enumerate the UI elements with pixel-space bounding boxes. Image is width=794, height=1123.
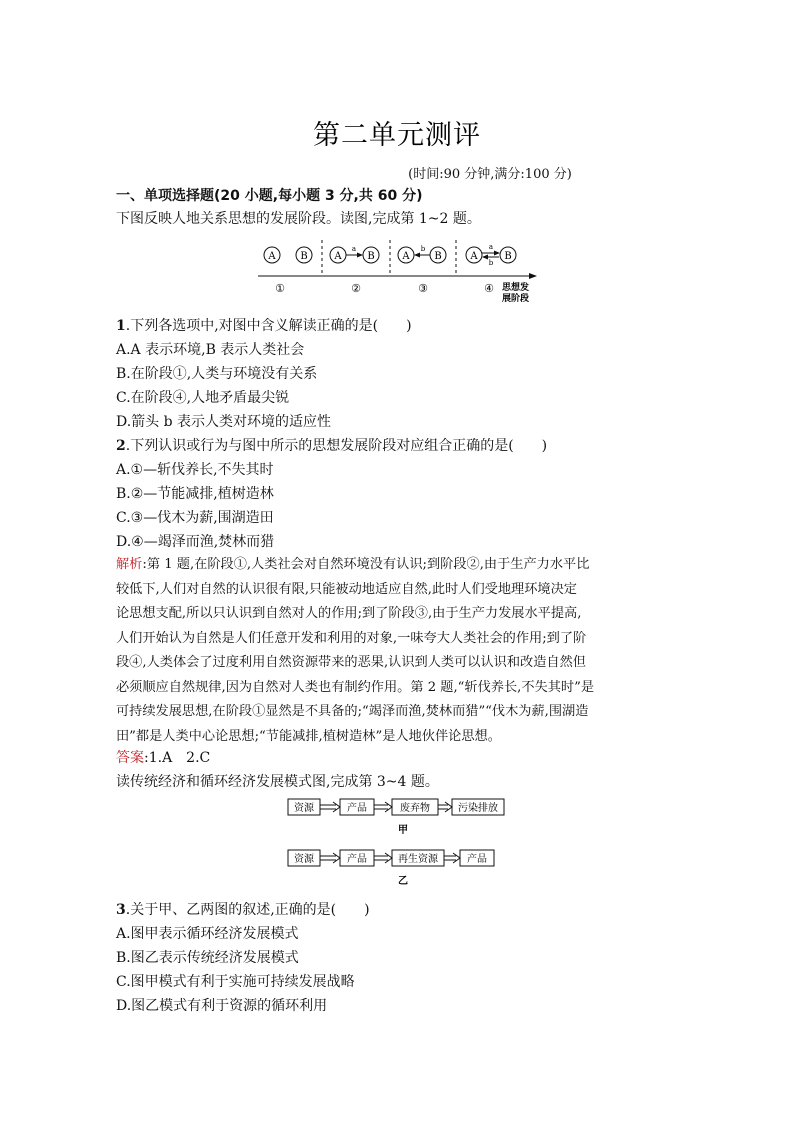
question-1-option-c: C.在阶段④,人地矛盾最尖锐 <box>116 390 290 406</box>
analysis-line: 必须顺应自然规律,因为自然对人类也有制约作用。第 2 题,“斩伐养长,不失其时”是 <box>116 679 595 695</box>
double-arrow <box>374 802 392 812</box>
double-arrow <box>374 853 392 863</box>
node-b-label: B <box>300 251 308 262</box>
intro-questions-1-2: 下图反映人地关系思想的发展阶段。读图,完成第 1~2 题。 <box>116 211 481 227</box>
analysis-line: 人们开始认为自然是人们任意开发和利用的对象,一味夸大人类社会的作用;到了阶 <box>116 630 587 646</box>
stage-label: ④ <box>484 282 494 295</box>
question-3-option-c: C.图甲模式有利于实施可持续发展战略 <box>116 974 355 990</box>
node-b-label: B <box>434 251 442 262</box>
flow-box-label: 资源 <box>294 803 314 814</box>
question-3-option-a: A.图甲表示循环经济发展模式 <box>116 926 299 942</box>
node-b-label: B <box>367 251 375 262</box>
stage-label: ② <box>351 282 361 295</box>
section-heading: 一、单项选择题(20 小题,每小题 3 分,共 60 分) <box>116 188 423 204</box>
double-arrow <box>438 802 452 812</box>
analysis-line: 段④,人类体会了过度利用自然资源带来的恶果,认识到人类可以认识和改造自然但 <box>116 655 586 670</box>
node-a-label: A <box>334 251 342 262</box>
flow-box-label: 产品 <box>347 803 367 814</box>
question-1-stem <box>116 316 412 336</box>
question-3-option-d: D.图乙模式有利于资源的循环利用 <box>116 998 328 1014</box>
stage-diagram <box>250 238 550 308</box>
question-number: 1 <box>116 318 126 334</box>
answer-line <box>116 748 210 768</box>
question-2-option-c: C.③—伐木为薪,围湖造田 <box>116 510 274 526</box>
question-1-option-b: B.在阶段①,人类与环境没有关系 <box>116 366 318 382</box>
question-2-option-b: B.②—节能减排,植树造林 <box>116 486 274 502</box>
question-2-option-d: D.④—竭泽而渔,焚林而猎 <box>116 534 275 550</box>
question-number: 2 <box>116 438 126 454</box>
answer-text: :1.A 2.C <box>144 750 211 766</box>
page-title: 第二单元测评 <box>313 120 481 151</box>
analysis-line: 论思想支配,所以只认识到自然对人的作用;到了阶段③,由于生产力发展水平提高, <box>116 606 582 621</box>
flow-box-label: 污染排放 <box>458 803 498 814</box>
arrow-b-label: b <box>420 245 426 253</box>
question-2-option-a: A.①—斩伐养长,不失其时 <box>116 462 274 478</box>
question-2-stem <box>116 436 547 456</box>
question-1-option-d: D.箭头 b 表示人类对环境的适应性 <box>116 414 332 430</box>
answer-label: 答案 <box>116 750 144 766</box>
stage-label: ① <box>275 282 285 295</box>
flow-box-label: 再生资源 <box>398 854 438 865</box>
analysis-line: 解析:第 1 题,在阶段①,人类社会对自然环境没有认识;到阶段②,由于生产力水平比 <box>116 557 590 572</box>
stage-label: ③ <box>418 282 428 295</box>
axis-label: 思想发 <box>502 283 530 293</box>
double-arrow <box>444 853 460 863</box>
diagram-label-yi: 乙 <box>398 876 408 887</box>
axis-label: 展阶段 <box>502 294 530 304</box>
question-text: .关于甲、乙两图的叙述,正确的是( ) <box>125 902 370 918</box>
analysis-line: 较低下,人们对自然的认识很有限,只能被动地适应自然,此时人们受地理环境决定 <box>116 581 577 597</box>
node-b-label: B <box>504 251 512 262</box>
arrow-b-label: b <box>488 259 494 267</box>
question-text: .下列认识或行为与图中所示的思想发展阶段对应组合正确的是( ) <box>125 438 548 454</box>
double-arrow <box>320 802 340 812</box>
flow-box-label: 产品 <box>347 854 367 865</box>
double-arrow <box>320 853 340 863</box>
arrow-a-label: a <box>488 243 494 251</box>
question-number: 3 <box>116 902 126 918</box>
node-a-label: A <box>470 251 478 262</box>
flow-box-label: 资源 <box>294 854 314 865</box>
question-1-option-a: A.A 表示环境,B 表示人类社会 <box>116 342 305 358</box>
diagram-label-jia: 甲 <box>398 825 408 836</box>
analysis-paragraph <box>116 553 686 749</box>
node-a-label: A <box>402 251 410 262</box>
flow-box-label: 产品 <box>467 854 487 865</box>
analysis-line: 可持续发展思想,在阶段①显然是不具备的;“竭泽而渔,焚林而猎”“伐木为薪,围湖造 <box>116 704 589 719</box>
question-3-option-b: B.图乙表示传统经济发展模式 <box>116 950 299 966</box>
exam-time-score: (时间:90 分钟,满分:100 分) <box>408 167 572 182</box>
intro-questions-3-4: 读传统经济和循环经济发展模式图,完成第 3~4 题。 <box>116 774 439 790</box>
question-text: .下列各选项中,对图中含义解读正确的是( ) <box>125 318 412 334</box>
analysis-label: 解析 <box>116 557 143 572</box>
flow-box-label: 废弃物 <box>400 803 430 814</box>
question-3-stem <box>116 900 370 920</box>
node-a-label: A <box>268 251 276 262</box>
economy-flow-diagram <box>286 796 506 888</box>
arrow-a-label: a <box>351 245 357 253</box>
analysis-line: 田”都是人类中心论思想;“节能减排,植树造林”是人地伙伴论思想。 <box>116 728 501 744</box>
